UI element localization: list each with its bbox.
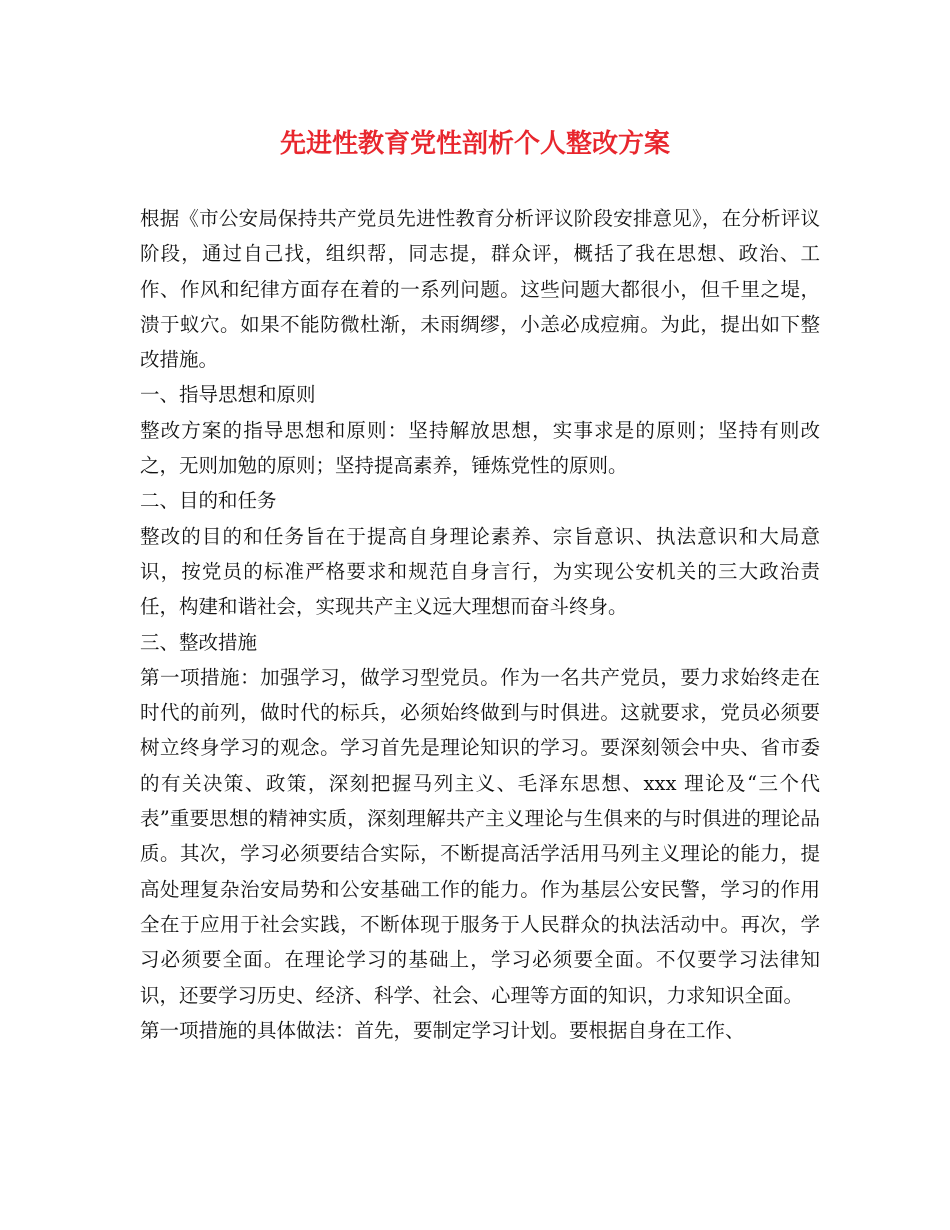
section-heading-goals-tasks: 二、目的和任务 <box>140 489 277 513</box>
intro-paragraph: 根据《市公安局保持共产党员先进性教育分析评议阶段安排意见》，在分析评议阶段，通过自己找，组织帮，同志提，群众评，概括了我在思想、政治、工作、作风和纪律方面存在着的一系列问题。这些问题大都很小，但千里之堤，溃于蚁穴。如果不能防微杜渐，未雨绸缪，小恙必成痘痈。为此，提出如下整改措施。 <box>140 207 820 372</box>
section-heading-measures: 三、整改措施 <box>140 630 258 654</box>
guiding-principles-paragraph: 整改方案的指导思想和原则：坚持解放思想，实事求是的原则；坚持有则改之，无则加勉的原则；坚持提高素养，锤炼党性的原则。 <box>140 418 820 478</box>
section-heading-guiding-principles: 一、指导思想和原则 <box>140 383 316 407</box>
document-body <box>140 201 820 1048</box>
measure-one-practice-paragraph: 第一项措施的具体做法：首先，要制定学习计划。要根据自身在工作、 <box>140 1018 745 1042</box>
measure-one-paragraph: 第一项措施：加强学习，做学习型党员。作为一名共产党员，要力求始终走在时代的前列，做时代的标兵，必须始终做到与时俱进。这就要求，党员必须要树立终身学习的观念。学习首先是理论知识的学习。要深刻领会中央、省市委的有关决策、政策，深刻把握马列主义、毛泽东思想、xxx 理论及“三个代表”重要思想的精神实质，深刻理解共产主义理论与生俱来的与时俱进的理论品质。其次，学习必须要结合实际，不断提高活学活用马列主义理论的能力，提高处理复杂治安局势和公安基础工作的能力。作为基层公安民警，学习的作用全在于应用于社会实践，不断体现于服务于人民群众的执法活动中。再次，学习必须要全面。在理论学习的基础上，学习必须要全面。不仅要学习法律知识，还要学习历史、经济、科学、社会、心理等方面的知识，力求知识全面。 <box>140 665 820 1007</box>
goals-tasks-paragraph: 整改的目的和任务旨在于提高自身理论素养、宗旨意识、执法意识和大局意识，按党员的标准严格要求和规范自身言行，为实现公安机关的三大政治责任，构建和谐社会，实现共产主义远大理想而奋斗终身。 <box>140 524 820 619</box>
document-title: 先进性教育党性剖析个人整改方案 <box>279 129 670 159</box>
